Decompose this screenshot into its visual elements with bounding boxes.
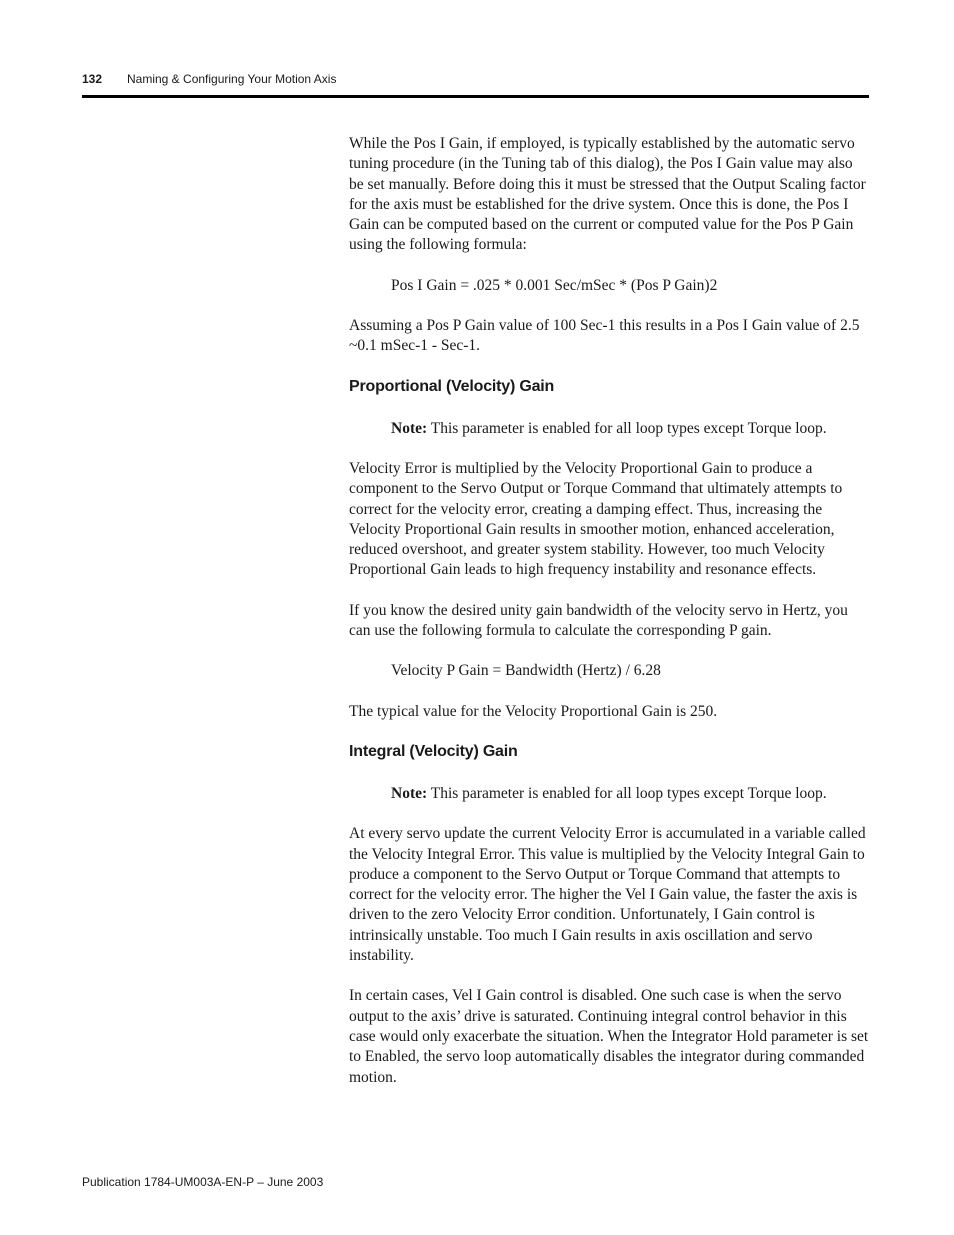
paragraph-pos-i-gain-intro: While the Pos I Gain, if employed, is typically established by the automatic servo tuning procedure (in the Tuning tab of this dialog), the Pos I Gain value may also be set manually. Before doing this it must be stressed that the Output Scaling factor for the axis must be established for the drive system. Once this is done, the Pos I Gain can be computed based on the current or computed value for the Pos P Gain using the following formula:	[349, 135, 866, 254]
formula-velocity-p-gain: Velocity P Gain = Bandwidth (Hertz) / 6.28	[391, 662, 661, 680]
note-text: This parameter is enabled for all loop types except Torque loop.	[427, 784, 827, 802]
note-proportional	[391, 419, 869, 439]
page-number: 132	[82, 72, 103, 86]
running-section-title: Naming & Configuring Your Motion Axis	[127, 72, 337, 86]
formula-pos-i-gain: Pos I Gain = .025 * 0.001 Sec/mSec * (Pos P Gain)2	[391, 276, 718, 294]
note-label: Note:	[391, 784, 428, 802]
page-footer: Publication 1784-UM003A-EN-P – June 2003	[82, 1175, 324, 1189]
paragraph-integral-error: At every servo update the current Velocity Error is accumulated in a variable called the Velocity Integral Error. This value is multiplied by the Velocity Integral Gain to produce a component to the Servo Output or Torque Command that attempts to correct for the velocity error. The higher the Vel I Gain value, the faster the axis is driven to the zero Velocity Error condition. Unfortunately, I Gain control is intrinsically unstable. Too much I Gain results in axis oscillation and servo instability.	[349, 825, 866, 965]
note-text: This parameter is enabled for all loop types except Torque loop.	[427, 419, 827, 437]
main-content	[349, 134, 869, 1108]
note-label: Note:	[391, 419, 428, 437]
header-rule	[82, 95, 869, 98]
paragraph-pos-i-gain-example: Assuming a Pos P Gain value of 100 Sec-1 this results in a Pos I Gain value of 2.5 ~0.1 mSec-1 - Sec-1.	[349, 317, 860, 355]
paragraph-bandwidth: If you know the desired unity gain bandwidth of the velocity servo in Hertz, you can use the following formula to calculate the corresponding P gain.	[349, 601, 848, 640]
paragraph-integrator-hold: In certain cases, Vel I Gain control is disabled. One such case is when the servo output to the axis’ drive is saturated. Continuing integral control behavior in this case would only exacerbate the situation. When the Integrator Hold parameter is set to Enabled, the servo loop automatically disables the integrator during commanded motion.	[349, 987, 869, 1086]
note-integral	[391, 784, 869, 804]
paragraph-velocity-error: Velocity Error is multiplied by the Velocity Proportional Gain to produce a component to the Servo Output or Torque Command that ultimately attempts to correct for the velocity error, creating a damping effect. Thus, increasing the Velocity Proportional Gain results in smoother motion, enhanced acceleration, reduced overshoot, and greater system stability. However, too much Velocity Proportional Gain leads to high frequency instability and resonance effects.	[349, 459, 843, 579]
heading-integral-velocity-gain: Integral (Velocity) Gain	[349, 742, 518, 760]
heading-proportional-velocity-gain: Proportional (Velocity) Gain	[349, 377, 555, 395]
paragraph-typical-value: The typical value for the Velocity Proportional Gain is 250.	[349, 702, 718, 720]
